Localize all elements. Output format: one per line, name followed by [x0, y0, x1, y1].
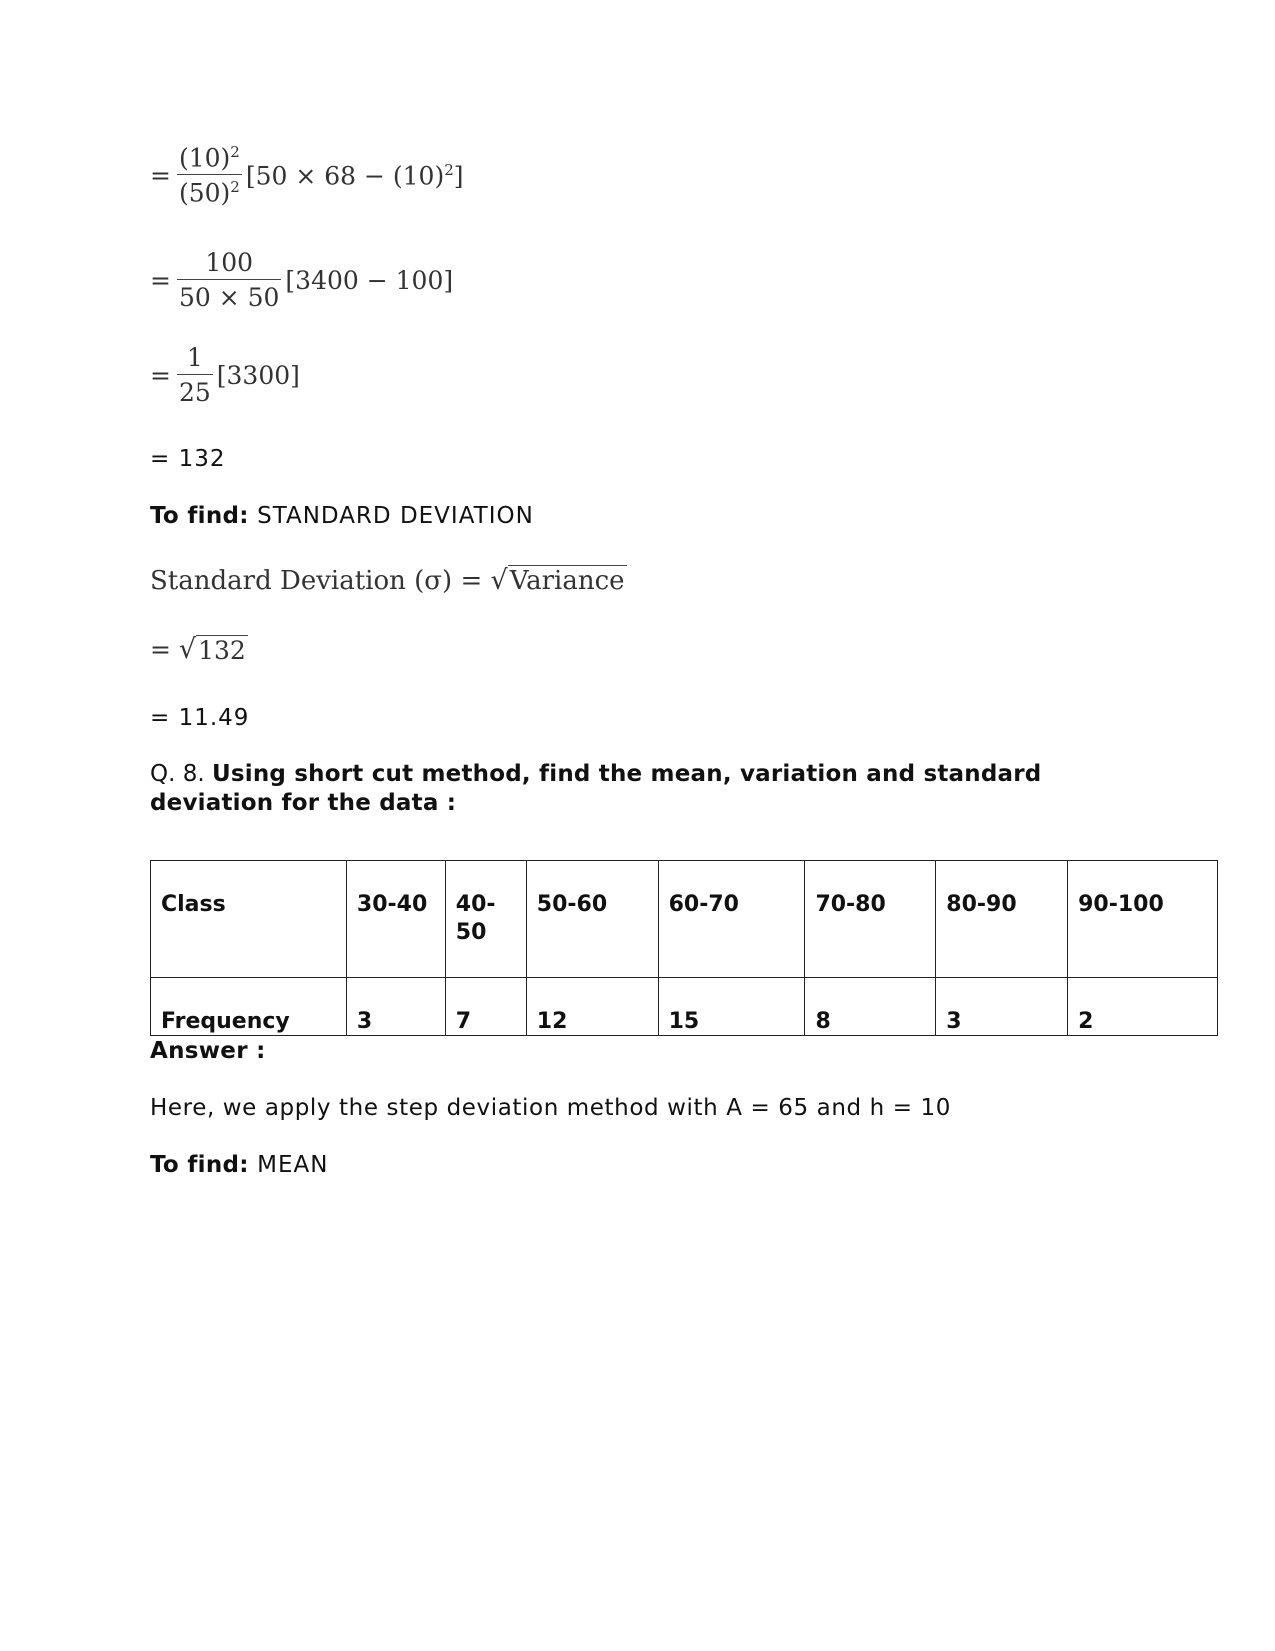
table-cell: 7: [445, 978, 526, 1036]
find-label: To find:: [150, 503, 249, 529]
table-cell: 50-60: [526, 861, 658, 978]
table-cell: 2: [1068, 978, 1218, 1036]
answer-heading: [150, 1038, 266, 1064]
table-row-class: [151, 861, 1218, 978]
equation-step-3: [150, 345, 300, 405]
frequency-table: [150, 860, 1218, 1036]
table-cell: 90-100: [1068, 861, 1218, 978]
table-cell: 3: [936, 978, 1068, 1036]
variance-result: = 132: [150, 446, 226, 472]
table-row-frequency: [151, 978, 1218, 1036]
square-root: √ 132: [178, 634, 246, 665]
radicand: Variance: [509, 566, 625, 596]
fraction: [177, 345, 213, 405]
fraction: [177, 145, 242, 206]
equation-step-2: [150, 250, 453, 310]
equation-step-1: [150, 145, 464, 206]
find-value: STANDARD DEVIATION: [257, 503, 534, 529]
numerator: (10): [178, 143, 231, 173]
equals-sign: =: [150, 635, 171, 664]
question-number: Q. 8.: [150, 761, 205, 787]
table-header-cell: Frequency: [151, 978, 347, 1036]
denominator: (50): [178, 178, 231, 208]
square-root: √ Variance: [490, 565, 625, 596]
denominator: 50 × 50: [177, 279, 281, 310]
table-header-cell: Class: [151, 861, 347, 978]
question-8: [150, 760, 1150, 818]
sd-formula-lhs: Standard Deviation (σ) =: [150, 566, 483, 596]
radicand: 132: [198, 636, 246, 665]
fraction: [177, 250, 281, 310]
denominator: 25: [177, 374, 213, 405]
table-cell: 70-80: [805, 861, 936, 978]
bracket-expression: [50 × 68 − (10): [245, 160, 445, 190]
sd-sqrt-step: [150, 635, 248, 663]
numerator-exponent: 2: [230, 143, 240, 161]
equals-sign: =: [150, 360, 171, 390]
table-cell: 40-50: [445, 861, 526, 978]
bracket-expression: [3400 − 100]: [285, 265, 454, 295]
find-value: MEAN: [257, 1152, 329, 1178]
sd-formula: [150, 565, 627, 594]
table-cell: 3: [346, 978, 445, 1036]
denominator-exponent: 2: [230, 178, 240, 197]
numerator: 100: [205, 248, 254, 277]
answer-label: Answer :: [150, 1038, 266, 1064]
equals-sign: =: [150, 160, 171, 190]
table-cell: 8: [805, 978, 936, 1036]
answer-text: Here, we apply the step deviation method with A = 65 and h = 10: [150, 1095, 951, 1121]
find-mean: [150, 1152, 328, 1178]
bracket-close: ]: [453, 160, 464, 190]
bracket-expression: [3300]: [216, 360, 300, 390]
table-cell: 80-90: [936, 861, 1068, 978]
find-label: To find:: [150, 1152, 249, 1178]
table-cell: 12: [526, 978, 658, 1036]
table-cell: 15: [658, 978, 805, 1036]
numerator: 1: [186, 343, 203, 372]
equals-sign: =: [150, 265, 171, 295]
table-cell: 30-40: [346, 861, 445, 978]
find-standard-deviation: [150, 503, 534, 529]
question-text: Using short cut method, find the mean, variation and standard deviation for the data :: [150, 761, 1042, 816]
bracket-exponent: 2: [444, 160, 454, 179]
table-cell: 60-70: [658, 861, 805, 978]
sd-result: = 11.49: [150, 705, 250, 731]
